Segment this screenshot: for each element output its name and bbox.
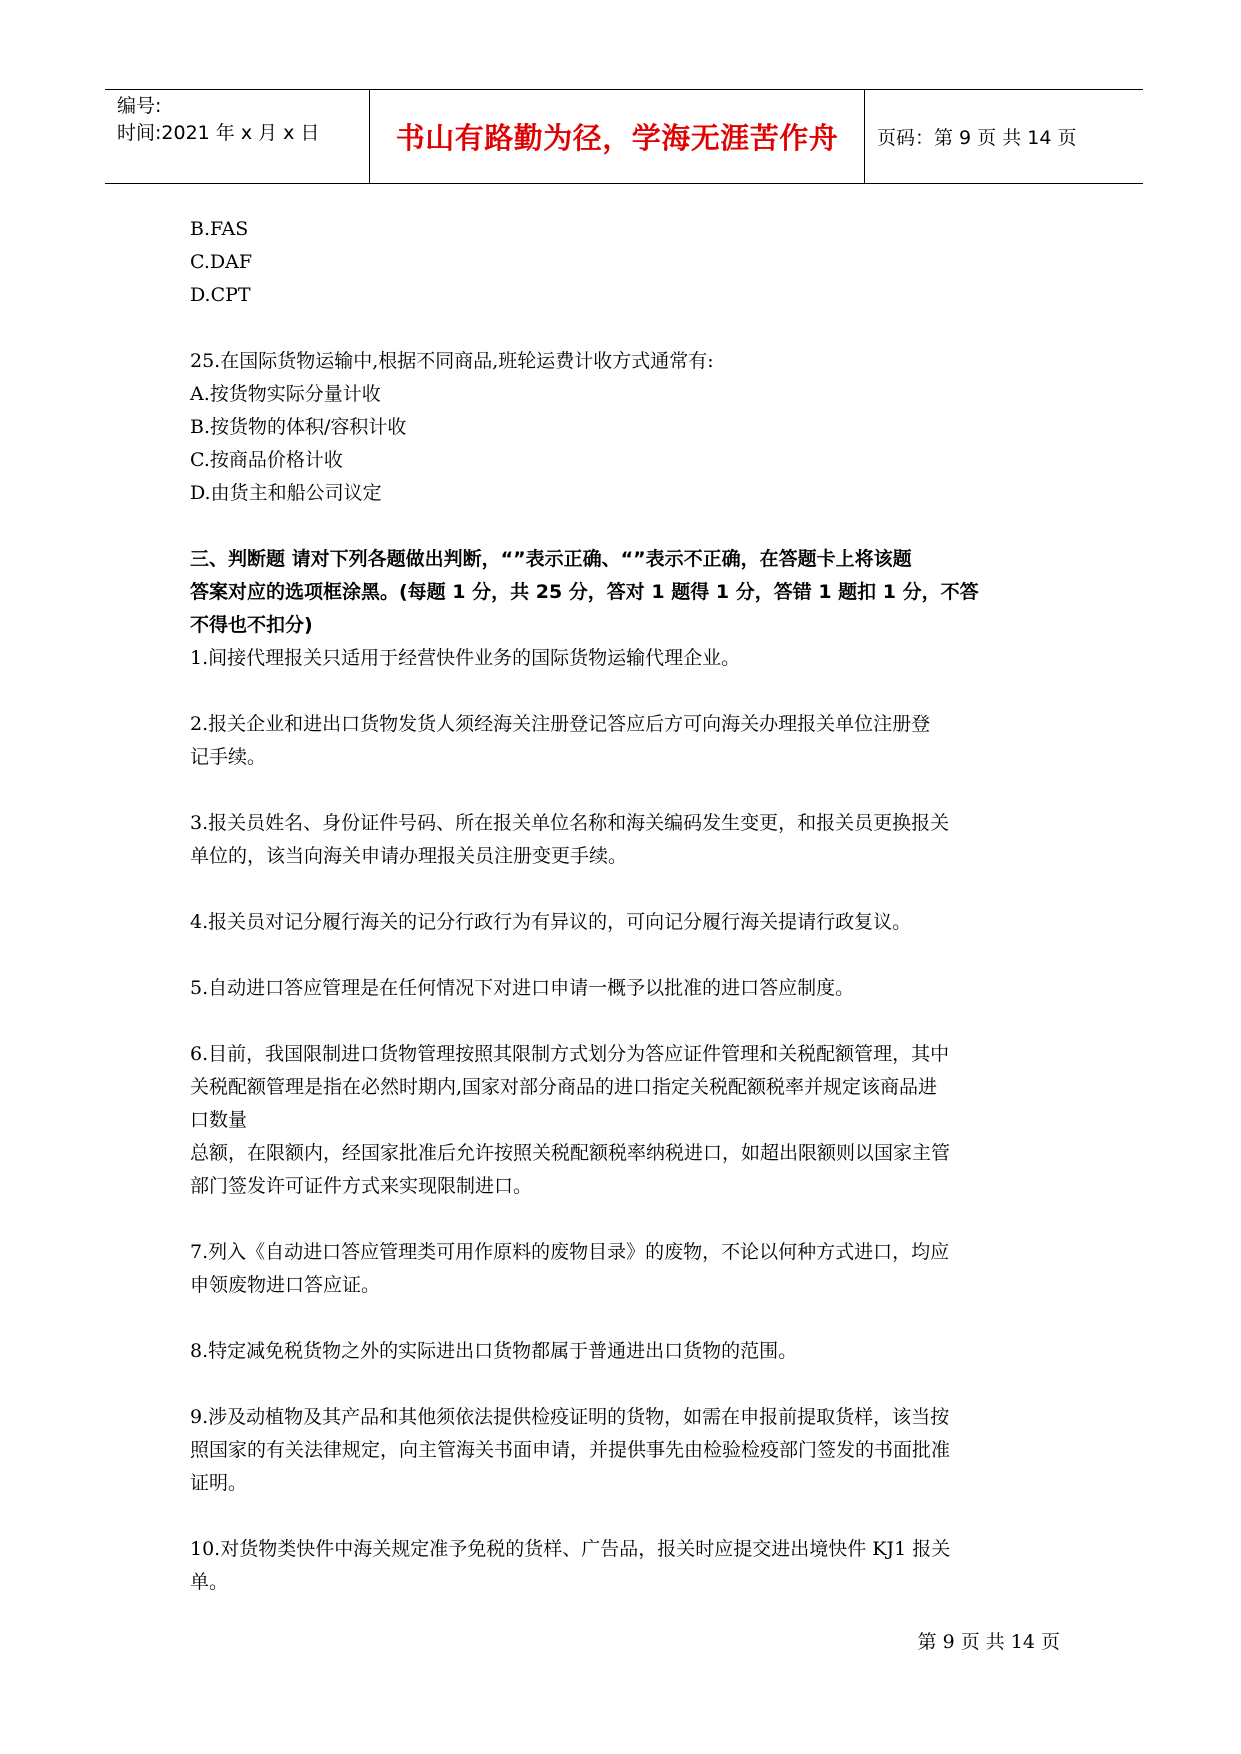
question-4 [190, 906, 1070, 939]
question-line: 10.对货物类快件中海关规定准予免税的货样、广告品，报关时应提交进出境快件 KJ1 报关 [190, 1538, 951, 1560]
document-header [105, 89, 1143, 184]
option-line: B.按货物的体积/容积计收 [190, 416, 407, 438]
question-10 [190, 1533, 1070, 1599]
section-title-line: 答案对应的选项框涂黑。(每题 1 分，共 25 分，答对 1 题得 1 分，答错 1 题扣 1 分，不答 [190, 581, 979, 603]
question-line: 5.自动进口答应管理是在任何情况下对进口申请一概予以批准的进口答应制度。 [190, 977, 855, 999]
question-line: 8.特定减免税货物之外的实际进出口货物都属于普通进出口货物的范围。 [190, 1340, 798, 1362]
question-5 [190, 972, 1070, 1005]
spacer [190, 510, 1070, 543]
question-1 [190, 642, 1070, 675]
question-line: 申领废物进口答应证。 [190, 1274, 381, 1296]
question-line: 9.涉及动植物及其产品和其他须依法提供检疫证明的货物，如需在申报前提取货样，该当按 [190, 1406, 950, 1428]
option-line: D.CPT [190, 284, 251, 306]
section-title-line: 三、判断题 请对下列各题做出判断，“”表示正确、“”表示不正确，在答题卡上将该题 [190, 548, 912, 570]
spacer [190, 939, 1070, 972]
spacer [190, 675, 1070, 708]
section-3-title [190, 543, 1070, 642]
question-line: 4.报关员对记分履行海关的记分行政行为有异议的，可向记分履行海关提请行政复议。 [190, 911, 912, 933]
question-line: 证明。 [190, 1472, 248, 1494]
question-line: 照国家的有关法律规定，向主管海关书面申请，并提供事先由检验检疫部门签发的书面批准 [190, 1439, 951, 1461]
option-line: D.由货主和船公司议定 [190, 482, 382, 504]
spacer [190, 312, 1070, 345]
question-line: 部门签发许可证件方式来实现限制进口。 [190, 1175, 533, 1197]
question-25-stem: 25.在国际货物运输中,根据不同商品,班轮运费计收方式通常有: [190, 350, 714, 372]
spacer [190, 1500, 1070, 1533]
question-line: 2.报关企业和进出口货物发货人须经海关注册登记答应后方可向海关办理报关单位注册登 [190, 713, 931, 735]
question-line: 6.目前，我国限制进口货物管理按照其限制方式划分为答应证件管理和关税配额管理，其中 [190, 1043, 950, 1065]
header-motto: 书山有路勤为径，学海无涯苦作舟 [370, 90, 865, 183]
document-body [190, 213, 1070, 1599]
question-3 [190, 807, 1070, 873]
question-line: 3.报关员姓名、身份证件号码、所在报关单位名称和海关编码发生变更，和报关员更换报关 [190, 812, 950, 834]
code-label: 编号: [117, 95, 162, 117]
option-line: C.DAF [190, 251, 253, 273]
spacer [190, 774, 1070, 807]
option-line: C.按商品价格计收 [190, 449, 343, 471]
question-line: 记手续。 [190, 746, 267, 768]
question-line: 总额，在限额内，经国家批准后允许按照关税配额税率纳税进口，如超出限额则以国家主管 [190, 1142, 951, 1164]
page-info-text: 页码：第 9 页 共 14 页 [877, 127, 1077, 149]
question-line: 7.列入《自动进口答应管理类可用作原料的废物目录》的废物，不论以何种方式进口，均应 [190, 1241, 950, 1263]
question-6 [190, 1038, 1070, 1203]
spacer [190, 1368, 1070, 1401]
spacer [190, 1302, 1070, 1335]
question-line: 口数量 [190, 1109, 248, 1131]
spacer [190, 873, 1070, 906]
question-line: 关税配额管理是指在必然时期内,国家对部分商品的进口指定关税配额税率并规定该商品进 [190, 1076, 938, 1098]
question-2 [190, 708, 1070, 774]
time-label: 时间:2021 年 x 月 x 日 [117, 122, 320, 144]
question-9 [190, 1401, 1070, 1500]
spacer [190, 1005, 1070, 1038]
option-line: B.FAS [190, 218, 249, 240]
page-footer: 第 9 页 共 14 页 [917, 1631, 1060, 1653]
question-line: 单位的，该当向海关申请办理报关员注册变更手续。 [190, 845, 628, 867]
option-line: A.按货物实际分量计收 [190, 383, 381, 405]
spacer [190, 1203, 1070, 1236]
header-meta [105, 90, 370, 183]
question-line: 单。 [190, 1571, 229, 1593]
question-8 [190, 1335, 1070, 1368]
section-title-line: 不得也不扣分) [190, 614, 313, 636]
header-page-info [865, 90, 1143, 183]
question-line: 1.间接代理报关只适用于经营快件业务的国际货物运输代理企业。 [190, 647, 741, 669]
question-7 [190, 1236, 1070, 1302]
